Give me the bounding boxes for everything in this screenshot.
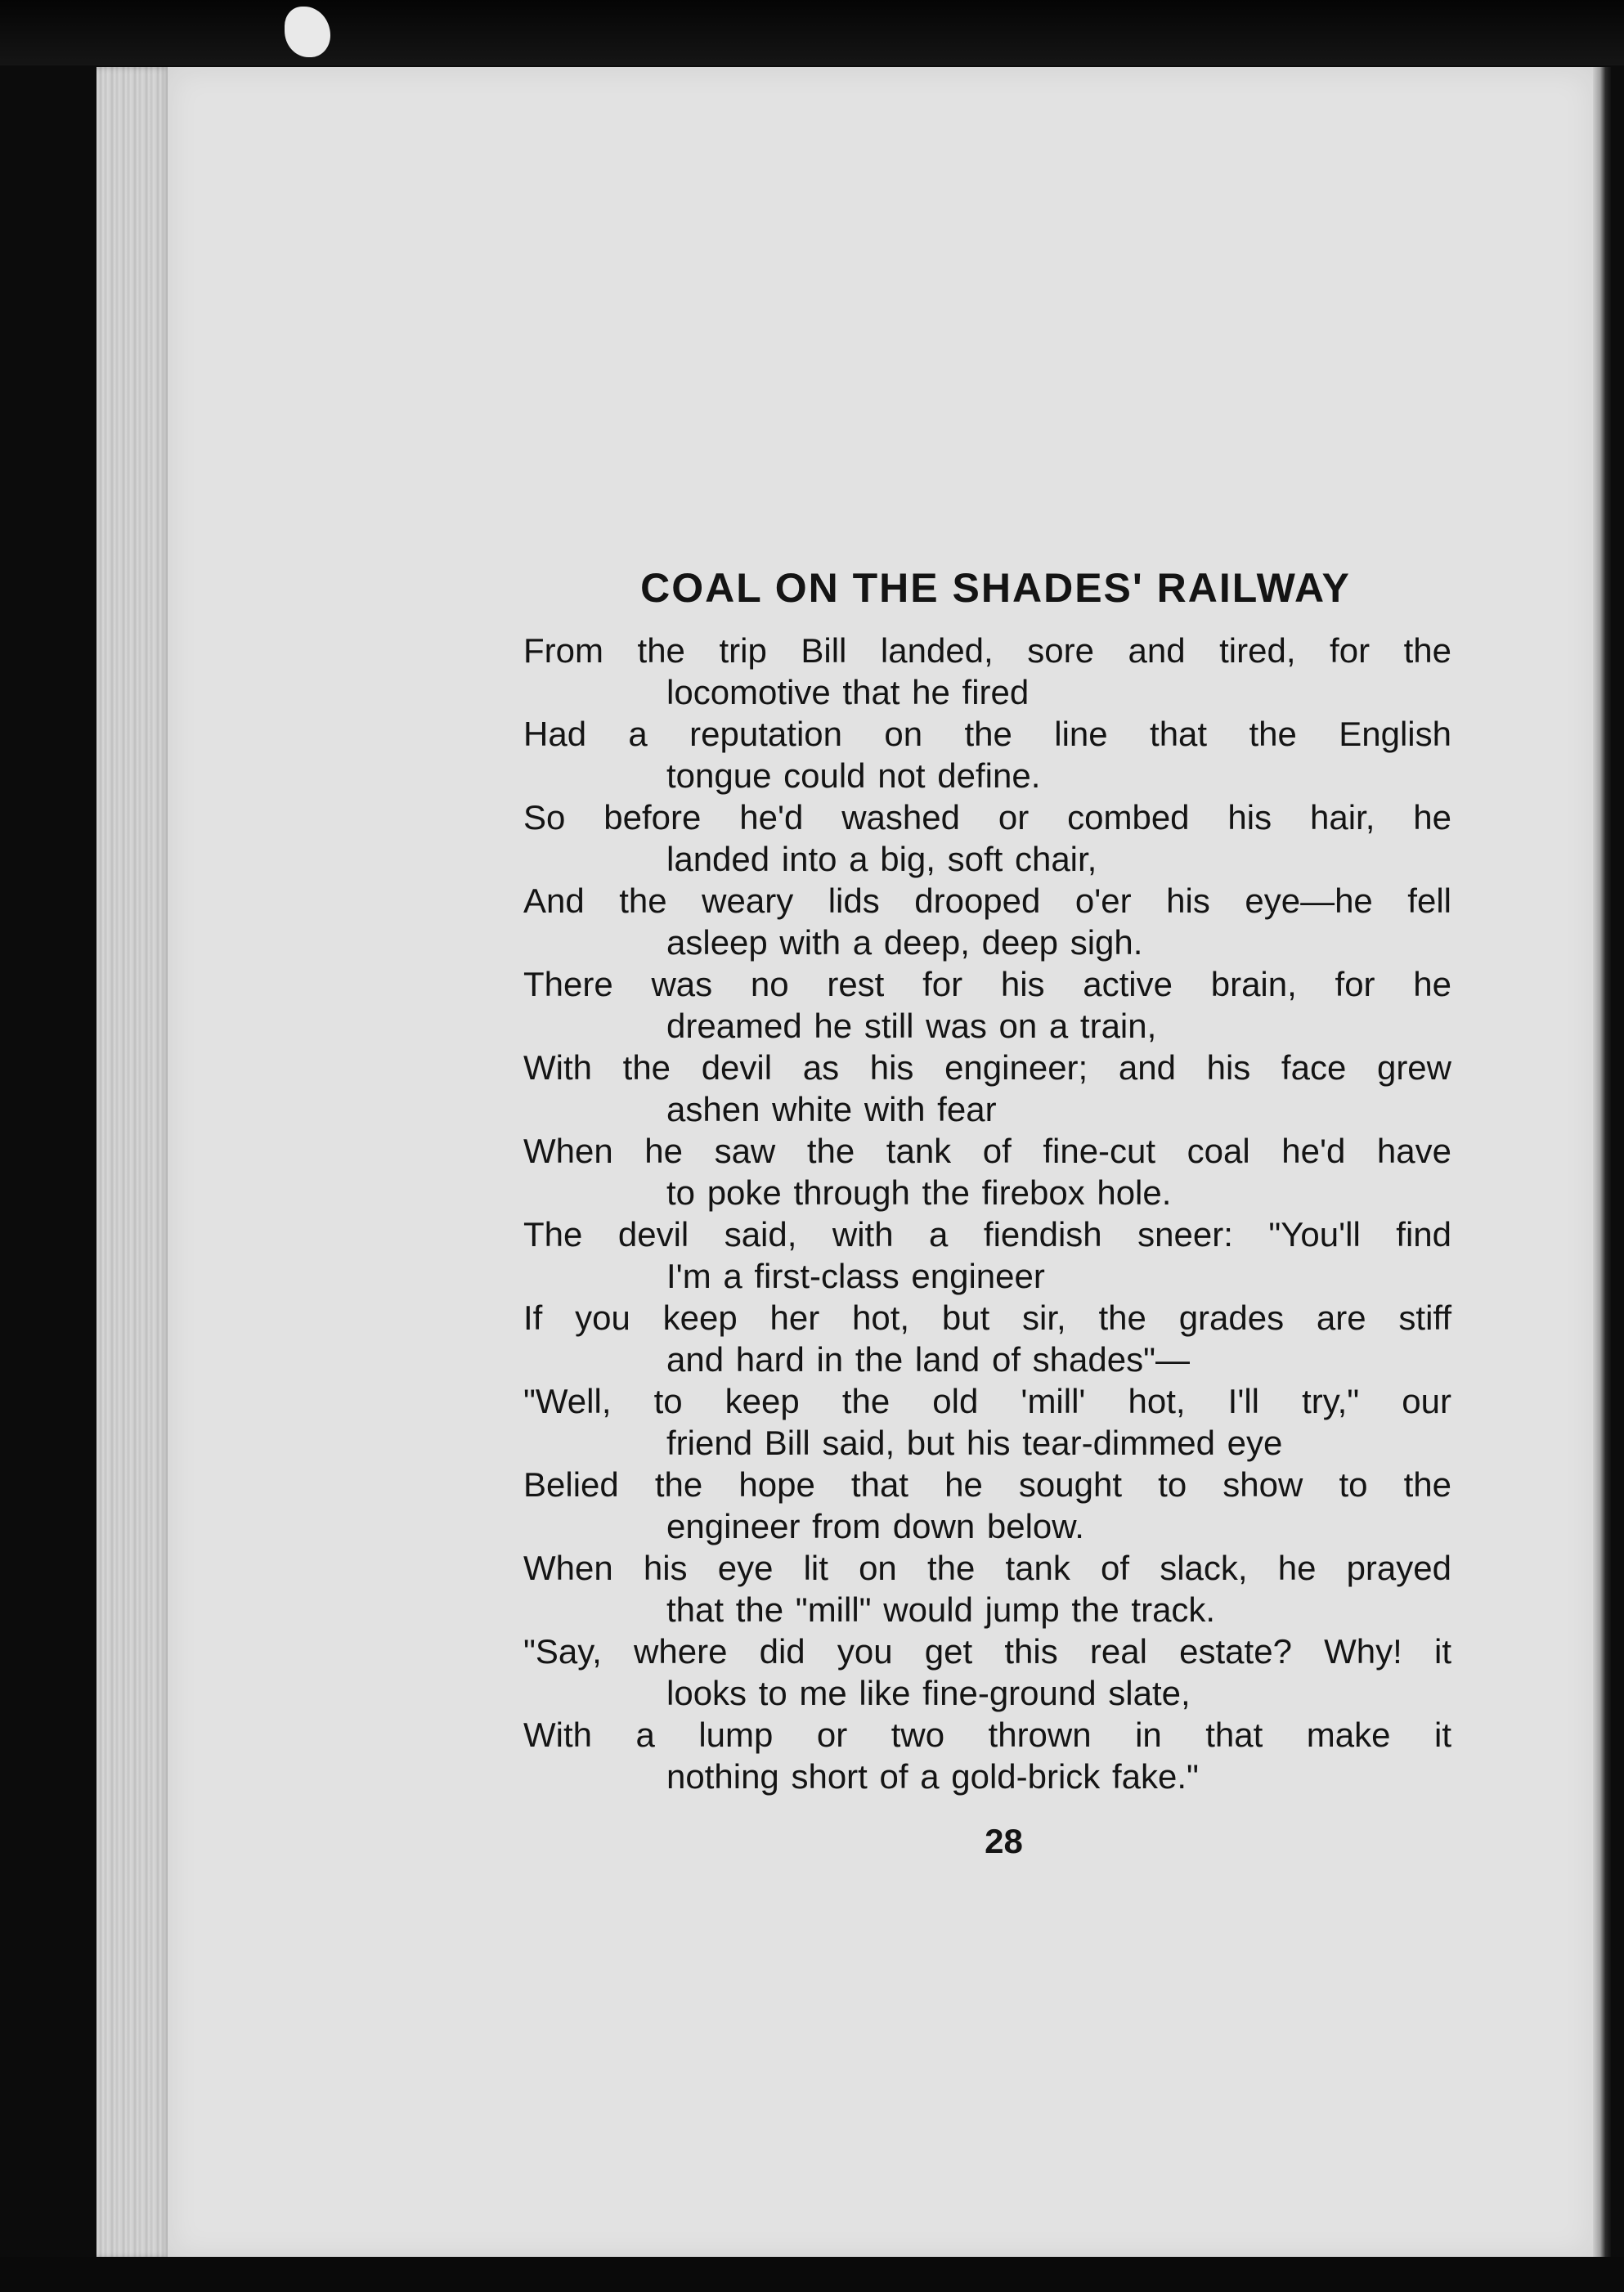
verse-turnover: dreamed he still was on a train, bbox=[666, 1007, 1157, 1045]
verse bbox=[523, 1213, 1451, 1297]
verse-turnover: that the "mill" would jump the track. bbox=[666, 1590, 1216, 1629]
verse bbox=[523, 713, 1451, 796]
verse-turnover: engineer from down below. bbox=[666, 1507, 1084, 1545]
verse bbox=[523, 1297, 1451, 1380]
verse-line: Had a reputation on the line that the English bbox=[523, 715, 1451, 753]
verse-line: Belied the hope that he sought to show to the bbox=[523, 1465, 1451, 1504]
verse-turnover: asleep with a deep, deep sigh. bbox=[666, 923, 1143, 962]
verse-turnover: friend Bill said, but his tear-dimmed eye bbox=[666, 1424, 1283, 1462]
page-number: 28 bbox=[985, 1822, 1023, 1860]
verse bbox=[523, 1547, 1451, 1630]
verse bbox=[523, 796, 1451, 880]
book-page-edges bbox=[96, 67, 172, 2258]
verse-line: If you keep her hot, but sir, the grades are stiff bbox=[523, 1299, 1451, 1337]
verse-line: And the weary lids drooped o'er his eye—he fell bbox=[523, 881, 1451, 920]
verse-turnover: landed into a big, soft chair, bbox=[666, 840, 1097, 878]
verse bbox=[523, 1714, 1451, 1797]
verse-line: "Well, to keep the old 'mill' hot, I'll try," our bbox=[523, 1382, 1451, 1420]
verse-turnover: I'm a first-class engineer bbox=[666, 1257, 1045, 1295]
verse bbox=[523, 1380, 1451, 1464]
scan-top-border bbox=[0, 0, 1624, 65]
verse-line: When his eye lit on the tank of slack, he prayed bbox=[523, 1549, 1451, 1587]
verse-line: From the trip Bill landed, sore and tired, for the bbox=[523, 631, 1451, 670]
verse bbox=[523, 1464, 1451, 1547]
book-right-edge bbox=[1593, 67, 1611, 2258]
verse bbox=[523, 1630, 1451, 1714]
verse-turnover: tongue could not define. bbox=[666, 756, 1041, 795]
verse-turnover: looks to me like fine-ground slate, bbox=[666, 1674, 1191, 1712]
verse bbox=[523, 880, 1451, 963]
verse-turnover: to poke through the firebox hole. bbox=[666, 1173, 1172, 1212]
poem-block bbox=[523, 564, 1451, 1861]
verse bbox=[523, 630, 1451, 713]
verse bbox=[523, 963, 1451, 1047]
poem-verses bbox=[523, 630, 1451, 1797]
verse-line: The devil said, with a fiendish sneer: "You'll find bbox=[523, 1215, 1451, 1254]
verse-turnover: and hard in the land of shades"— bbox=[666, 1340, 1191, 1379]
verse-line: "Say, where did you get this real estate? Why! it bbox=[523, 1632, 1451, 1671]
poem-title: COAL ON THE SHADES' RAILWAY bbox=[640, 565, 1351, 611]
verse-turnover: ashen white with fear bbox=[666, 1090, 997, 1128]
scan-bottom-border bbox=[0, 2257, 1624, 2292]
verse-line: With a lump or two thrown in that make it bbox=[523, 1716, 1451, 1754]
verse-turnover: locomotive that he fired bbox=[666, 673, 1030, 711]
verse bbox=[523, 1130, 1451, 1213]
verse bbox=[523, 1047, 1451, 1130]
verse-turnover: nothing short of a gold-brick fake." bbox=[666, 1757, 1199, 1796]
verse-line: When he saw the tank of fine-cut coal he'd have bbox=[523, 1132, 1451, 1170]
verse-line: There was no rest for his active brain, for he bbox=[523, 965, 1451, 1003]
verse-line: So before he'd washed or combed his hair, he bbox=[523, 798, 1451, 837]
verse-line: With the devil as his engineer; and his face grew bbox=[523, 1048, 1451, 1087]
